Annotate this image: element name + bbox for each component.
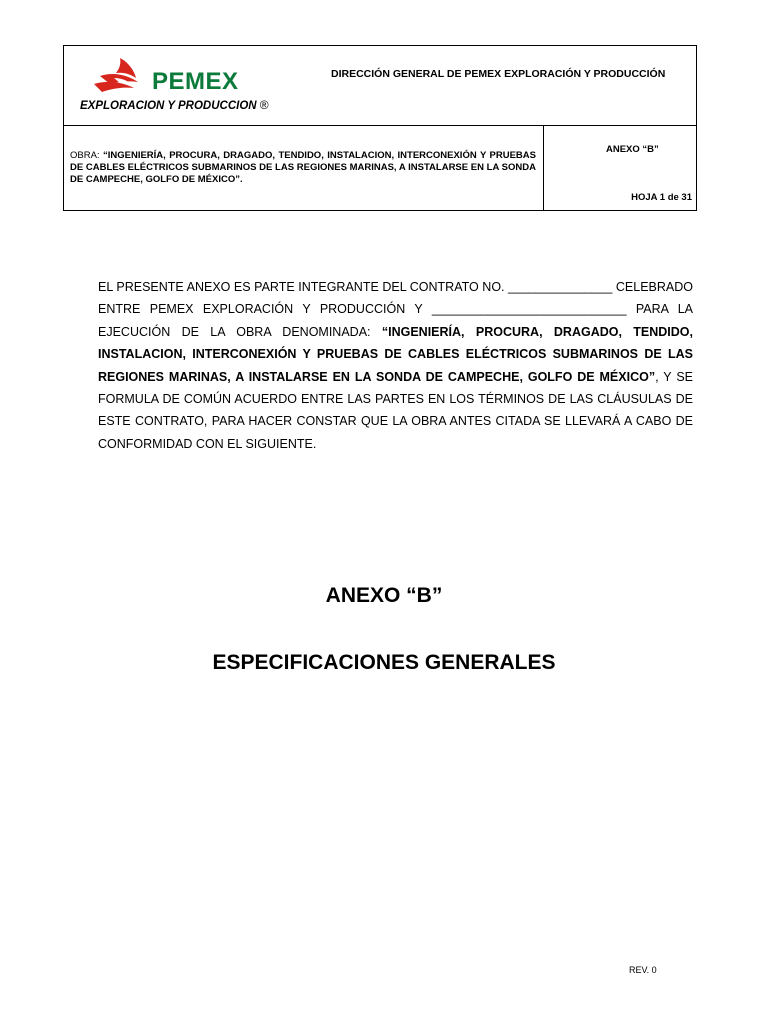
intro-part-2: , Y SE FORMULA DE COMÚN ACUERDO ENTRE LAS PARTES EN LOS TÉRMINOS DE LAS CLÁUSULAS DE ESTE CONTRATO, PARA HACER CONSTAR QUE LA OBRA ANTES CITADA SE LLEVARÁ A CABO DE CONFORMIDAD CON EL SIGUIENTE. <box>98 369 693 451</box>
logo-subtitle-text: EXPLORACION Y PRODUCCION <box>80 100 257 112</box>
obra-title: “INGENIERÍA, PROCURA, DRAGADO, TENDIDO, INSTALACION, INTERCONEXIÓN Y PRUEBAS DE CABLES ELÉCTRICOS SUBMARINOS DE LAS REGIONES MARINAS, A INSTALARSE EN LA SONDA DE CAMPECHE, GOLFO DE MÉXICO”. <box>70 150 536 185</box>
specifications-heading: ESPECIFICACIONES GENERALES <box>212 651 556 674</box>
anexo-label: ANEXO “B” <box>606 144 659 155</box>
anexo-heading: ANEXO “B” <box>325 584 443 607</box>
intro-part-1: EL PRESENTE ANEXO ES PARTE INTEGRANTE DEL CONTRATO NO. _______________ CELEBRADO ENTRE PEMEX EXPLORACIÓN Y PRODUCCIÓN Y ____________________________ PARA LA EJECUCIÓN DE LA OBRA DENOMINADA: <box>98 280 693 339</box>
pemex-wordmark: PEMEX <box>152 68 239 95</box>
pemex-eagle-icon <box>90 56 160 96</box>
document-header-table <box>63 45 697 211</box>
registered-mark: ® <box>259 98 269 112</box>
intro-paragraph <box>98 276 693 455</box>
page-number: HOJA 1 de 31 <box>631 192 692 203</box>
pemex-logo <box>80 56 270 118</box>
anexo-cell <box>544 126 698 211</box>
obra-description <box>70 150 536 186</box>
obra-prefix: OBRA: <box>70 150 103 161</box>
logo-subtitle <box>80 98 269 112</box>
obra-cell <box>64 126 544 211</box>
header-top-row <box>64 46 696 126</box>
intro-bold-title: “INGENIERÍA, PROCURA, DRAGADO, TENDIDO, INSTALACION, INTERCONEXIÓN Y PRUEBAS DE CABLES ELÉCTRICOS SUBMARINOS DE LAS REGIONES MARINAS, A INSTALARSE EN LA SONDA DE CAMPECHE, GOLFO DE MÉXICO” <box>98 324 694 384</box>
organization-title: DIRECCIÓN GENERAL DE PEMEX EXPLORACIÓN Y PRODUCCIÓN <box>331 68 666 80</box>
revision-label: REV. 0 <box>629 965 657 975</box>
header-bottom-row <box>64 126 696 211</box>
